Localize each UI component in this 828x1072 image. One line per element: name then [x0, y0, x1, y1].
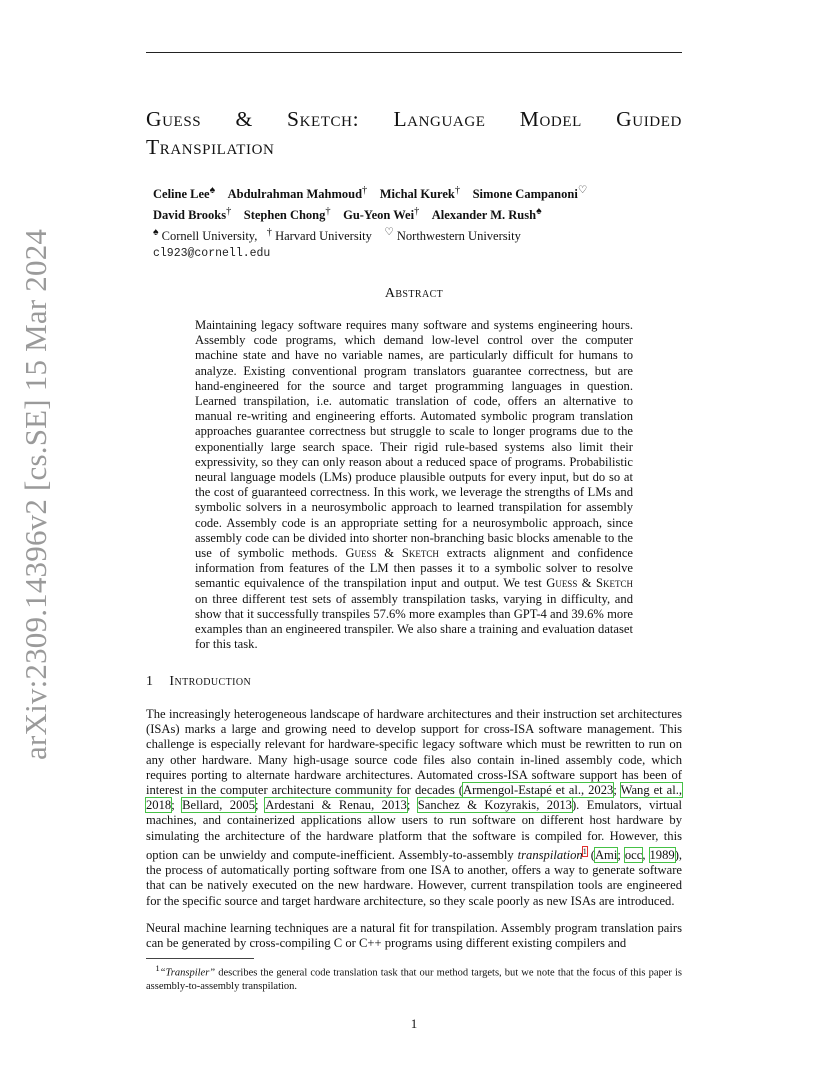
affiliation-mark: ♠ [153, 227, 159, 239]
intro-paragraph-1: The increasingly heterogeneous landscape of hardware architectures and their instruction set architectures (ISAs) marks a large and growing need to develop support for cross-ISA software management. This challenge is especially relevant for hardware-specific legacy software which must be rewritten to run on any other hardware. Many high-usage source code files also contain in-lined assembly code, which requires porting to alternate hardware architectures. Automated cross-ISA software support has been of interest in the computer architecture community for decades (Armengol-Estapé et al., 2023; Wang et al., 2018; Bellard, 2005; Ardestani & Renau, 2013; Sanchez & Kozyrakis, 2013). Emulators, virtual machines, and containerized applications allow users to run software on different host hardware by simulating the architecture of the hardware platform that the software is compiled for. However, this option can be unwieldy and compute-inefficient. Assembly-to-assembly transpilation$^1$ (Ami; occ, 1989), the process of automatically porting software from one ISA to another, offers a way to generate software that can be natively executed on the new hardware. However, current transpilation tools are engineered for the specific source and target hardware architecture, so they scale poorly as new ISAs are introduced. [146, 707, 683, 908]
method-name: Guess & Sketch [546, 576, 633, 591]
citation-link[interactable]: Ami [594, 848, 618, 863]
title-line-1: Guess & Sketch: Language Model Guided [146, 107, 682, 131]
citation-link[interactable]: Wang et al., 2018 [146, 783, 683, 813]
abstract-body [195, 318, 633, 652]
author-name: Alexander M. Rush [431, 208, 537, 223]
footnote-term: “Transpiler” [159, 967, 216, 979]
affiliation-mark: † [454, 185, 461, 196]
top-rule [146, 52, 682, 53]
author-line-1 [153, 182, 587, 203]
author-name: Celine Lee [153, 187, 210, 202]
title-line-2: Transpilation [146, 135, 275, 159]
section-heading [146, 674, 251, 690]
page-number: 1 [410, 1016, 418, 1031]
affiliation-mark: ♡ [577, 185, 588, 196]
term-transpilation: transpilation [517, 848, 583, 863]
abstract-text: Maintaining legacy software requires many software and systems engineering hours. Assembly code programs, which demand low-level control over the computer machine state and have no variable names, are particularly difficult for humans to analyze. Existing conventional program translators guarantee correctness, but are hand-engineered for the source and target programming languages in question. Learned transpilation, i.e. automatic translation of code, offers an alternative to manual re-writing and engineering efforts. Automated symbolic program translation approaches guarantee correctness but struggle to scale to longer programs due to the exponentially large search space. Their rigid rule-based systems also limit their expressivity, so they can only reason about a reduced space of programs. Probabilistic neural language models (LMs) produce plausible outputs for every input, but do so at the cost of guaranteed correctness. In this work, we leverage the strengths of LMs and symbolic solvers in a neurosymbolic approach to learned transpilation for assembly code. Assembly code is an appropriate setting for a neurosymbolic approach, since assembly code can be divided into shorter non-branching basic blocks amenable to the use of symbolic methods. [195, 318, 633, 561]
paragraph-text: ), the process of automatically porting software from one ISA to another, offers a way to generate software that can be natively executed on the new hardware. However, current transpilation tools are engineered for the specific source and target hardware architecture, so they scale poorly as new ISAs are introduced. [146, 848, 683, 908]
abstract-heading: Abstract [384, 286, 444, 301]
author-name: Stephen Chong [243, 208, 326, 223]
author-block [153, 182, 587, 262]
affiliation-mark: † [414, 206, 420, 218]
citation-link[interactable]: Bellard, 2005 [182, 798, 255, 813]
section-number: 1 [146, 674, 154, 689]
citation-link[interactable]: 1989 [649, 848, 675, 863]
citation-link[interactable]: Armengol-Estapé et al., 2023 [462, 783, 614, 798]
footnote-link[interactable]: 1 [582, 846, 587, 856]
arxiv-stamp[interactable]: arXiv:2309.14396v2 [cs.SE] 15 Mar 2024 [18, 228, 53, 760]
affiliation-mark: ♠ [536, 206, 542, 218]
affiliation-cornell: Cornell University, [161, 229, 258, 244]
affiliation-northwestern: Northwestern University [396, 229, 521, 244]
abstract-text: on three different test sets of assembly transpilation tasks, varying in difficulty, and show that it successfully transpiles 57.6% more examples than GPT-4 and 39.6% more examples than an engineered transpiler. We also share a training and evaluation dataset for this task. [195, 591, 633, 652]
affiliation-mark: ♡ [384, 227, 394, 239]
author-name: Gu-Yeon Wei [343, 208, 415, 223]
author-name: Michal Kurek [379, 187, 455, 202]
affiliation-mark: ♠ [209, 185, 216, 196]
author-line-2 [153, 203, 587, 224]
citation-link[interactable]: occ [624, 848, 643, 863]
paragraph-text: ). Emulators, virtual machines, and containerized applications allow users to run software on different host hardware by simulating the architecture of the hardware platform that the software is compiled for. However, this option can be unwieldy and compute-inefficient. Assembly-to-assembly [146, 798, 682, 863]
footnote-number: 1 [155, 963, 160, 973]
author-name: Simone Campanoni [472, 187, 578, 202]
affiliations [153, 224, 587, 245]
affiliation-mark: † [325, 206, 331, 218]
affiliation-mark: † [226, 206, 232, 218]
footnote-text: describes the general code translation task that our method targets, but we note that the focus of this paper is assembly-to-assembly transpilation. [146, 967, 682, 992]
affiliation-mark: † [362, 185, 368, 196]
contact-email[interactable]: cl923@cornell.edu [153, 247, 271, 261]
author-name: David Brooks [153, 208, 227, 223]
footnote-rule [146, 958, 254, 959]
paragraph-text: The increasingly heterogeneous landscape of hardware architectures and their instruction set architectures (ISAs) marks a large and growing need to develop support for cross-ISA software management. This challenge is especially relevant for hardware-specific legacy software which must be rewritten to run on any other hardware. Many high-usage source code files also contain in-lined assembly code, which requires porting to alternate hardware architectures. Automated cross-ISA software support has been of interest in the computer architecture community for decades ( [146, 707, 682, 798]
affiliation-harvard: Harvard University [275, 229, 372, 244]
citation-link[interactable]: Ardestani & Renau, 2013 [265, 798, 407, 813]
intro-paragraph-2: Neural machine learning techniques are a natural fit for transpilation. Assembly program translation pairs can be generated by cross-compiling C or C++ programs using different existing compilers and [146, 921, 682, 951]
method-name: Guess & Sketch [345, 546, 439, 561]
affiliation-mark: † [266, 227, 272, 239]
author-name: Abdulrahman Mahmoud [227, 187, 363, 202]
section-title: Introduction [169, 674, 252, 689]
footnote [146, 962, 682, 993]
abstract-text: extracts alignment and confidence information from features of the LM then passes it to a symbolic solver to resolve semantic equivalence of the transpilation input and output. We test [195, 546, 633, 591]
citation-link[interactable]: Sanchez & Kozyrakis, 2013 [417, 798, 572, 813]
paper-title [146, 105, 682, 161]
